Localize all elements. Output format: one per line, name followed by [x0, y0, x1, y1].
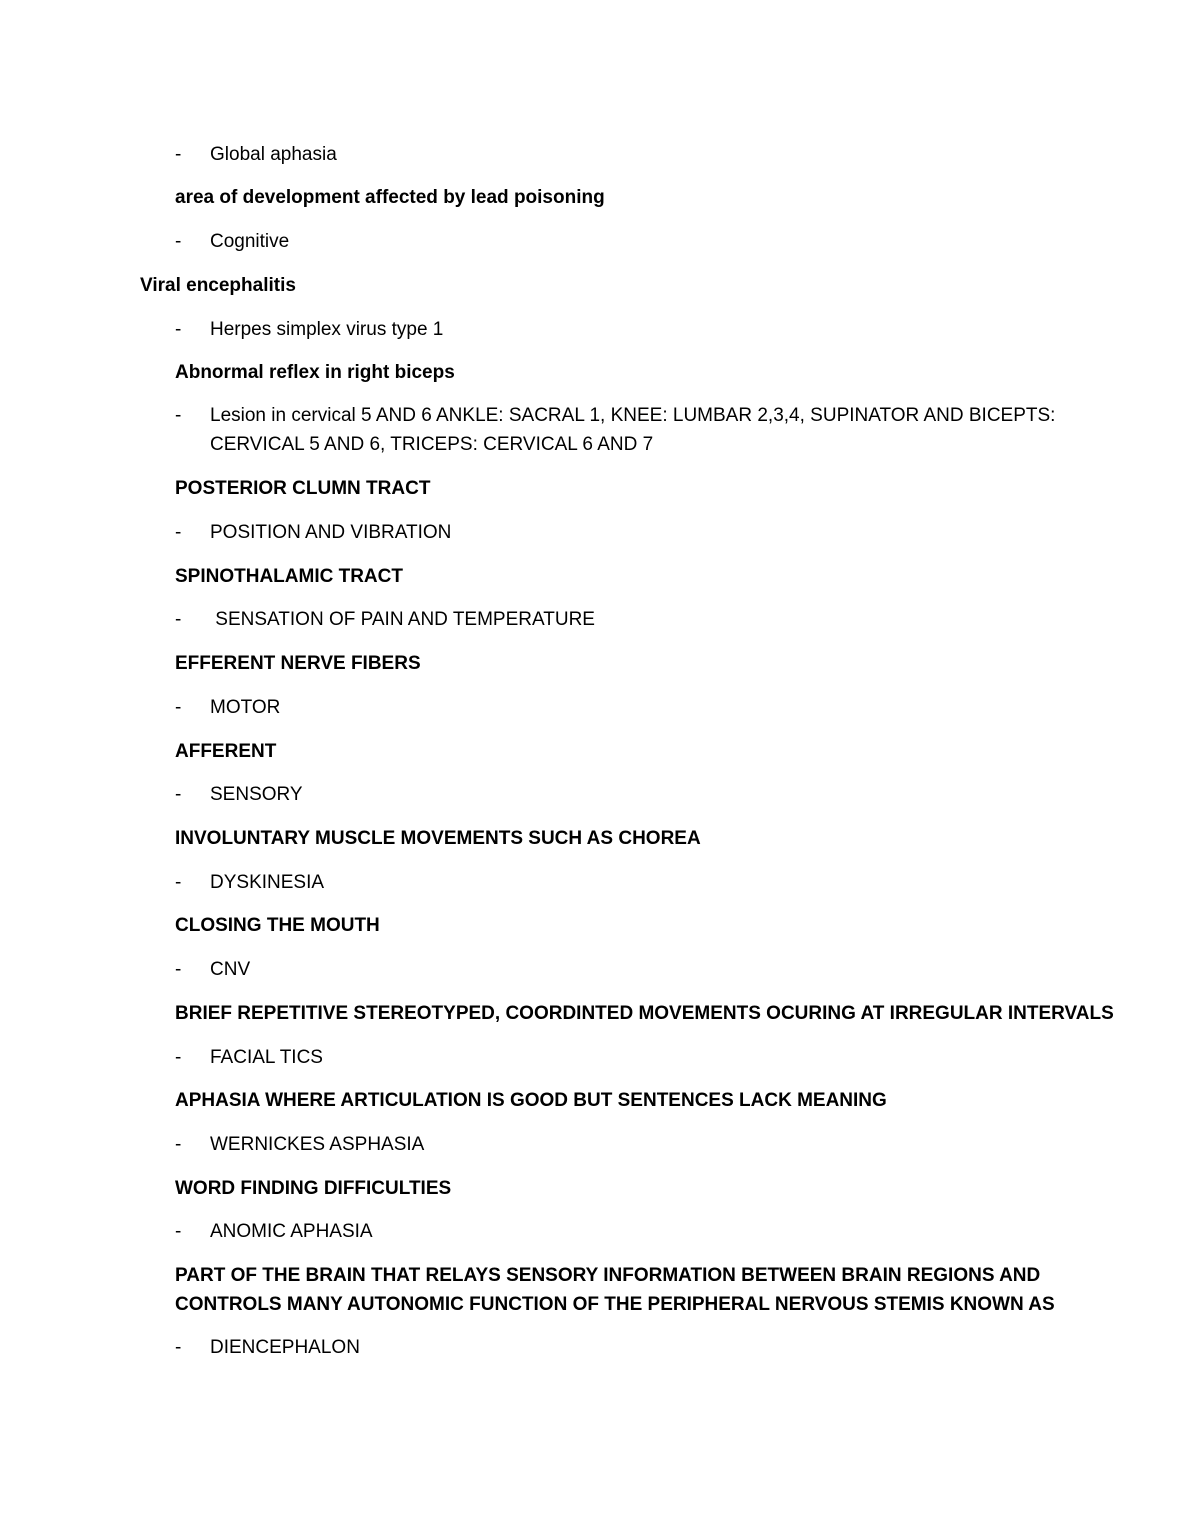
- bullet-dash: -: [175, 1134, 182, 1155]
- question-brain-relay-line1: PART OF THE BRAIN THAT RELAYS SENSORY INFORMATION BETWEEN BRAIN REGIONS AND: [175, 1265, 1041, 1286]
- question-efferent: EFFERENT NERVE FIBERS: [175, 653, 421, 674]
- answer-facial-tics: FACIAL TICS: [210, 1047, 323, 1068]
- bullet-dash: -: [175, 405, 182, 426]
- question-word-finding: WORD FINDING DIFFICULTIES: [175, 1178, 452, 1199]
- question-closing-mouth: CLOSING THE MOUTH: [175, 915, 380, 936]
- bullet-dash: -: [175, 959, 182, 980]
- bullet-dash: -: [175, 872, 182, 893]
- bullet-dash: -: [175, 1337, 182, 1358]
- answer-position-vibration: POSITION AND VIBRATION: [210, 522, 452, 543]
- answer-wernickes: WERNICKES ASPHASIA: [210, 1134, 425, 1155]
- question-spinothalamic: SPINOTHALAMIC TRACT: [175, 566, 403, 587]
- bullet-dash: -: [175, 144, 182, 165]
- bullet-dash: -: [175, 1047, 182, 1068]
- answer-cnv: CNV: [210, 959, 251, 980]
- answer-pain-temperature: SENSATION OF PAIN AND TEMPERATURE: [210, 609, 595, 630]
- bullet-dash: -: [175, 319, 182, 340]
- answer-dyskinesia: DYSKINESIA: [210, 872, 325, 893]
- question-repetitive-movements: BRIEF REPETITIVE STEREOTYPED, COORDINTED MOVEMENTS OCURING AT IRREGULAR INTERVALS: [175, 1003, 1114, 1024]
- bullet-dash: -: [175, 231, 182, 252]
- answer-reflex-levels-line1: Lesion in cervical 5 AND 6 ANKLE: SACRAL 1, KNEE: LUMBAR 2,3,4, SUPINATOR AND BICEPTS:: [210, 405, 1056, 426]
- answer-sensory: SENSORY: [210, 784, 303, 805]
- question-involuntary-movements: INVOLUNTARY MUSCLE MOVEMENTS SUCH AS CHOREA: [175, 828, 701, 849]
- question-brain-relay-line2: CONTROLS MANY AUTONOMIC FUNCTION OF THE PERIPHERAL NERVOUS STEMIS KNOWN AS: [175, 1294, 1055, 1315]
- heading-viral-encephalitis: Viral encephalitis: [140, 275, 296, 296]
- answer-diencephalon: DIENCEPHALON: [210, 1337, 360, 1358]
- bullet-dash: -: [175, 1221, 182, 1242]
- question-lead-poisoning: area of development affected by lead poisoning: [175, 187, 605, 208]
- bullet-dash: -: [175, 522, 182, 543]
- question-posterior-column: POSTERIOR CLUMN TRACT: [175, 478, 431, 499]
- question-afferent: AFFERENT: [175, 741, 277, 762]
- answer-anomic-aphasia: ANOMIC APHASIA: [210, 1221, 373, 1242]
- answer-global-aphasia: Global aphasia: [210, 144, 337, 165]
- question-abnormal-reflex: Abnormal reflex in right biceps: [175, 362, 455, 383]
- answer-cognitive: Cognitive: [210, 231, 290, 252]
- bullet-dash: -: [175, 697, 182, 718]
- answer-motor: MOTOR: [210, 697, 281, 718]
- bullet-dash: -: [175, 784, 182, 805]
- question-aphasia-meaning: APHASIA WHERE ARTICULATION IS GOOD BUT SENTENCES LACK MEANING: [175, 1090, 887, 1111]
- bullet-dash: -: [175, 609, 182, 630]
- answer-reflex-levels-line2: CERVICAL 5 AND 6, TRICEPS: CERVICAL 6 AND 7: [210, 434, 654, 455]
- answer-herpes-simplex: Herpes simplex virus type 1: [210, 319, 444, 340]
